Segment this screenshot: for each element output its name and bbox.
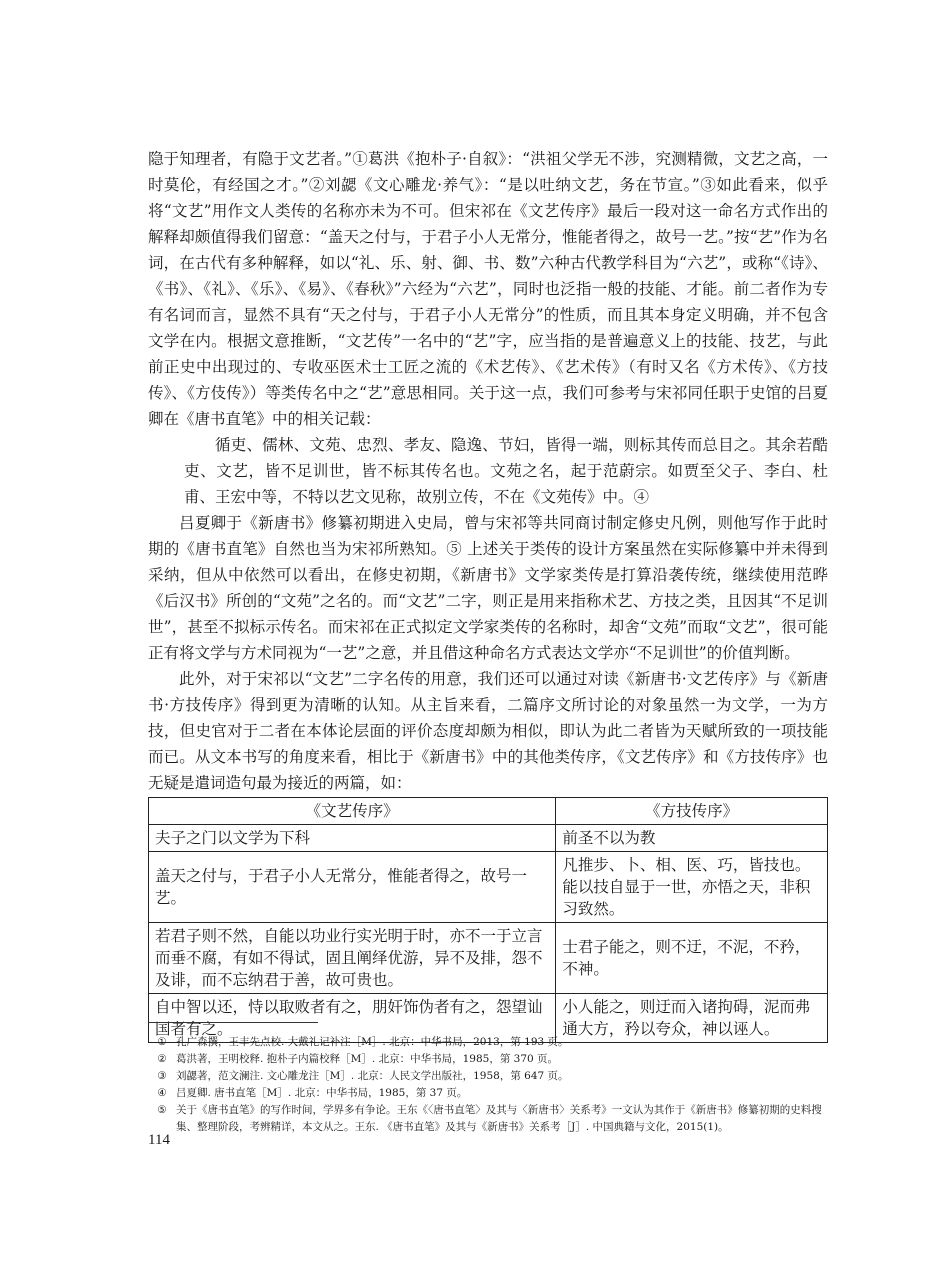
footnote-item	[148, 1068, 828, 1085]
paragraph-1: 隐于知理者，有隐于文艺者。”①葛洪《抱朴子·自叙》：“洪祖父学无不涉，究测精微，文艺之高，一时莫伦，有经国之才。”②刘勰《文心雕龙·养气》：“是以吐纳文艺，务在节宣。”③如此看来，似乎将“文艺”用作文人类传的名称亦未为不可。但宋祁在《文艺传序》最后一段对这一命名方式作出的解释却颇值得我们留意：“盖天之付与，于君子小人无常分，惟能者得之，故号一艺。”按“艺”作为名词，在古代有多种解释，如以“礼、乐、射、御、书、数”六种古代教学科目为“六艺”，或称“《诗》、《书》、《礼》、《乐》、《易》、《春秋》”六经为“六艺”，同时也泛指一般的技能、才能。前二者作为专有名词而言，显然不具有“天之付与，于君子小人无常分”的性质，而且其本身定义明确，并不包含文学在内。根据文意推断，“文艺传”一名中的“艺”字，应当指的是普遍意义上的技能、技艺，与此前正史中出现过的、专收巫医术士工匠之流的《术艺传》、《艺术传》（有时又名《方术传》、《方技传》、《方伎传》）等类传名中之“艺”意思相同。关于这一点，我们可参考与宋祁同任职于史馆的吕夏卿在《唐书直笔》中的相关记载：	[148, 150, 828, 428]
footnote-mark: ①	[157, 1036, 167, 1048]
table-row	[149, 825, 828, 852]
table-row	[149, 852, 828, 923]
footnote-item	[148, 1051, 828, 1068]
table-cell: 若君子则不然，自能以功业行实光明于时，亦不一于立言而垂不腐，有如不得试，固且阐绎优游，异不及排，怨不及诽，而不忘纳君于善，故可贵也。	[149, 923, 556, 994]
footnote-mark: ③	[157, 1070, 167, 1082]
footnote-item	[148, 1034, 828, 1051]
paragraph-2: 吕夏卿于《新唐书》修纂初期进入史局，曾与宋祁等共同商讨制定修史凡例，则他写作于此时期的《唐书直笔》自然也当为宋祁所熟知。⑤ 上述关于类传的设计方案虽然在实际修纂中并未得到采纳，但从中依然可以看出，在修史初期，《新唐书》文学家类传是打算沿袭传统，继续使用范晔《后汉书》所创的“文苑”之名的。而“文艺”二字，则正是用来指称术艺、方技之类，且因其“不足训世”，甚至不拟标示传名。而宋祁在正式拟定文学家类传的名称时，却舍“文苑”而取“文艺”，很可能正有将文学与方术同视为“一艺”之意，并且借这种命名方式表达文学亦“不足训世”的价值判断。	[148, 514, 828, 662]
footnotes	[148, 1034, 828, 1136]
table-cell: 自中智以还，恃以取败者有之，朋奸饰伪者有之，怨望讪国者有之。	[149, 994, 556, 1043]
body-text	[148, 146, 828, 1043]
footnote-mark: ②	[157, 1053, 167, 1065]
table-cell: 盖天之付与，于君子小人无常分，惟能者得之，故号一艺。	[149, 852, 556, 923]
footnote-item	[148, 1085, 828, 1102]
paragraph-3: 此外，对于宋祁以“文艺”二字名传的用意，我们还可以通过对读《新唐书·文艺传序》与《新唐书·方技传序》得到更为清晰的认知。从主旨来看，二篇序文所讨论的对象虽然一为文学，一为方技，但史官对于二者在本体论层面的评价态度却颇为相似，即认为此二者皆为天赋所致的一项技能而已。从文本书写的角度来看，相比于《新唐书》中的其他类传序，《文艺传序》和《方技传序》也无疑是遣词造句最为接近的两篇，如：	[148, 670, 828, 792]
footnote-mark: ⑤	[157, 1104, 167, 1116]
footnote-item	[148, 1102, 828, 1136]
table-cell: 前圣不以为教	[556, 825, 828, 852]
table-cell: 凡推步、卜、相、医、巧，皆技也。能以技自显于一世，亦悟之天，非积习致然。	[556, 852, 828, 923]
table-header-row	[149, 798, 828, 825]
block-quote: 循吏、儒林、文苑、忠烈、孝友、隐逸、节妇，皆得一端，则标其传而总目之。其余若酷吏、文艺，皆不足训世，皆不标其传名也。文苑之名，起于范蔚宗。如贾至父子、李白、杜甫、王宏中等，不特以艺文见称，故别立传，不在《文苑传》中。④	[184, 436, 828, 506]
page-number: 114	[148, 1132, 170, 1148]
table-header-wenyi: 《文艺传序》	[149, 798, 556, 825]
footnote-divider	[148, 1022, 318, 1023]
table-header-fangji: 《方技传序》	[556, 798, 828, 825]
footnote-text: 葛洪著，王明校释. 抱朴子内篇校释［M］. 北京：中华书局，1985，第 370 页。	[176, 1053, 559, 1065]
table-cell: 士君子能之，则不迂，不泥，不矜，不神。	[556, 923, 828, 994]
footnote-text: 关于《唐书直笔》的写作时间，学界多有争论。王东《〈唐书直笔〉及其与〈新唐书〉关系考》一文认为其作于《新唐书》修纂初期的史料搜集、整理阶段，考辨精详，本文从之。王东. 《唐书直笔》及其与《新唐书》关系考［J］. 中国典籍与文化，2015(1)。	[176, 1104, 822, 1133]
footnote-text: 刘勰著，范文澜注. 文心雕龙注［M］. 北京：人民文学出版社，1958，第 647 页。	[176, 1070, 569, 1082]
footnote-text: 孔广森撰，王丰先点校. 大戴礼记补注［M］. 北京：中华书局，2013，第 193 页。	[176, 1036, 569, 1048]
table-cell: 小人能之，则迂而入诸拘碍，泥而弗通大方，矜以夸众，神以诬人。	[556, 994, 828, 1043]
footnote-mark: ④	[157, 1087, 167, 1099]
footnote-text: 吕夏卿. 唐书直笔［M］. 北京：中华书局，1985，第 37 页。	[176, 1087, 468, 1099]
comparison-table	[148, 797, 828, 1043]
table-row	[149, 923, 828, 994]
table-cell: 夫子之门以文学为下科	[149, 825, 556, 852]
